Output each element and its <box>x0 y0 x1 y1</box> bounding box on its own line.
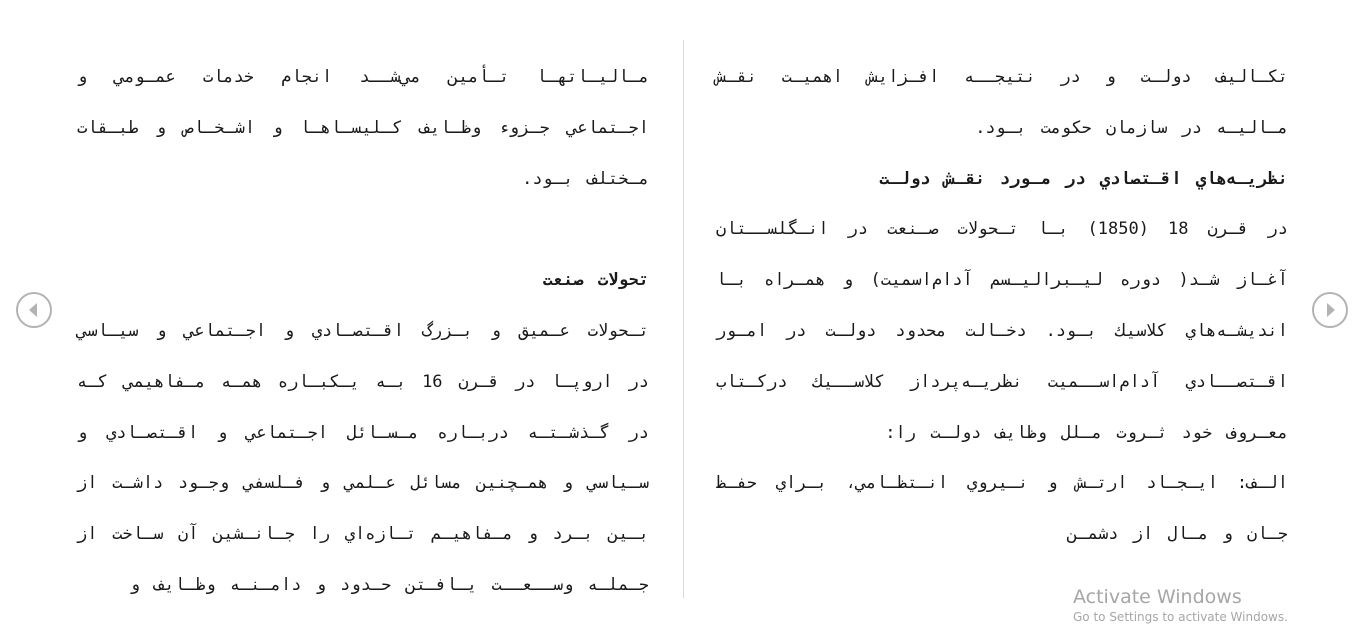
previous-page-button[interactable] <box>16 292 52 328</box>
next-page-button[interactable] <box>1312 292 1348 328</box>
section-heading: نظريـه‌هاي اقـتصادي در مـورد نقـش دولـت <box>879 168 1288 189</box>
chevron-right-icon <box>1314 294 1346 326</box>
paragraph: مـاليـاتهـا تـأمين مي‌شــد انجام خدمات عمـومي و اجـتماعي جـزوء وظـايف كـليسـاهـا و اشـخـاص و طبـقات مـختلف بـود. <box>77 67 649 189</box>
watermark-title: Activate Windows <box>1073 586 1242 608</box>
paragraph: در قـرن 18 (1850) بـا تـحولات صـنعت در انـگلســتان آغـاز شـد( دوره ليـبراليـسم آدام‌اسميت) و همـراه بـا انديشـه‌هاي كلاسيك بـود. دخـالت محدود دولـت در امـور اقـتصــادي آدام‌اســميت نظريـه‌پرداز كلاســيك دركـتاب معـروف خود ثـروت مـلل وظايف دولـت را: <box>716 219 1288 443</box>
activate-windows-watermark <box>1073 585 1288 625</box>
paragraph: تـحولات عـميق و بـزرگ اقـتصـادي و اجـتماعي و سيـاسي در اروپـا در قـرن 16 بـه يـكبـاره همـه مـفاهيمي كـه در گـذشـتـه دربـاره مـسـائل اجـتماعي و اقـتصـادي و سـياسي و همـچنين مسائل عـلمي و فـلسفي وجـود داشـت از بـين بـرد و مـفاهيـم تـازه‌اي را جـانـشين آن سـاخت از جـملـه وســعــت يـافـتن حـدود و دامـنـه وظـايف و <box>77 320 649 595</box>
paragraph: الـف: ايـجـاد ارتـش و نـيروي انـتظـامي، بـراي حفـظ جـان و مـال از دشمـن <box>716 473 1288 545</box>
paragraph: تكـاليف دولـت و در نتيجــه افـزايش اهميـت نقـش مـاليـه در سازمان حكومت بـود. <box>716 67 1288 138</box>
book-page-left <box>77 52 649 611</box>
page-divider <box>683 40 684 598</box>
book-page-right <box>716 52 1288 560</box>
chevron-left-icon <box>18 294 50 326</box>
watermark-subtitle: Go to Settings to activate Windows. <box>1073 610 1288 624</box>
section-heading: تحولات صنعت <box>542 270 649 291</box>
paragraph-spacer <box>77 204 649 255</box>
